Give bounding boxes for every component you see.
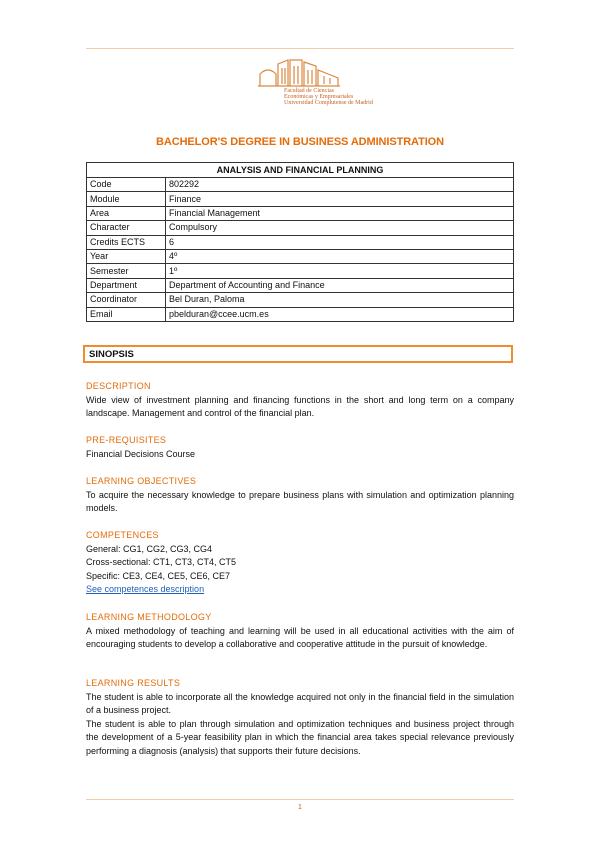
- table-row: [87, 178, 514, 192]
- description-section: [86, 380, 514, 421]
- table-row: [87, 264, 514, 278]
- sinopsis-label: SINOPSIS: [89, 349, 134, 360]
- table-row: [87, 249, 514, 263]
- row-label: Code: [87, 178, 166, 192]
- row-label: Department: [87, 278, 166, 292]
- row-value: Department of Accounting and Finance: [166, 278, 514, 292]
- row-value: Compulsory: [166, 221, 514, 235]
- table-row: [87, 206, 514, 220]
- competences-general: General: CG1, CG2, CG3, CG4: [86, 543, 213, 554]
- row-label: Character: [87, 221, 166, 235]
- faculty-logo: [258, 56, 373, 110]
- row-label: Area: [87, 206, 166, 220]
- table-row: [87, 293, 514, 307]
- competences-section: [86, 529, 514, 597]
- logo-line-1: Facultad de Ciencias: [284, 88, 334, 94]
- logo-line-3: Universidad Complutense de Madrid: [284, 100, 373, 106]
- row-value: 802292: [166, 178, 514, 192]
- objectives-heading: LEARNING OBJECTIVES: [86, 476, 197, 486]
- objectives-text: To acquire the necessary knowledge to prepare business plans with simulation and optimization planning models.: [86, 489, 514, 513]
- results-section: [86, 677, 514, 758]
- row-value: 1º: [166, 264, 514, 278]
- row-value: 6: [166, 235, 514, 249]
- methodology-text: A mixed methodology of teaching and learning will be used in all educational activities with the aim of encouraging students to develop a collaborative and cooperative attitude in the pursuit of knowledge.: [86, 625, 514, 649]
- results-heading: LEARNING RESULTS: [86, 678, 181, 688]
- sinopsis-box: [83, 345, 513, 363]
- competences-specific: Specific: CE3, CE4, CE5, CE6, CE7: [86, 570, 231, 581]
- competences-cross: Cross-sectional: CT1, CT3, CT4, CT5: [86, 557, 237, 567]
- logo-line-2: Económicas y Empresariales: [284, 94, 354, 100]
- bottom-rule: [86, 799, 514, 800]
- course-info-table: [86, 162, 514, 322]
- prerequisites-text: Financial Decisions Course: [86, 448, 196, 459]
- table-row: [87, 235, 514, 249]
- row-value: Financial Management: [166, 206, 514, 220]
- competences-link[interactable]: See competences description: [86, 584, 205, 594]
- description-text: Wide view of investment planning and financing functions in the short and long term on a company landscape. Management and control of the financial plan.: [86, 394, 514, 418]
- row-label: Coordinator: [87, 293, 166, 307]
- description-heading: DESCRIPTION: [86, 381, 151, 391]
- prerequisites-section: [86, 434, 514, 461]
- row-label: Module: [87, 192, 166, 206]
- row-value: Bel Duran, Paloma: [166, 293, 514, 307]
- methodology-section: [86, 611, 514, 652]
- row-value: 4º: [166, 249, 514, 263]
- logo-text: [284, 88, 373, 106]
- degree-title: BACHELOR'S DEGREE IN BUSINESS ADMINISTRATION: [156, 136, 444, 148]
- methodology-heading: LEARNING METHODOLOGY: [86, 612, 212, 622]
- table-row: [87, 278, 514, 292]
- competences-heading: COMPETENCES: [86, 530, 159, 540]
- results-text-1: The student is able to incorporate all the knowledge acquired not only in the financial field in the simulation of a business project.: [86, 691, 514, 715]
- results-text-2: The student is able to plan through simulation and optimization techniques and business project through the development of a 5-year feasibility plan in which the financial area takes special relevance previously performing a diagnosis (analysis) that supports their future decisions.: [86, 718, 514, 756]
- row-label: Year: [87, 249, 166, 263]
- row-value: pbelduran@ccee.ucm.es: [166, 307, 514, 321]
- course-title: ANALYSIS AND FINANCIAL PLANNING: [87, 163, 514, 178]
- table-row: [87, 192, 514, 206]
- table-row: [87, 307, 514, 321]
- row-value: Finance: [166, 192, 514, 206]
- row-label: Email: [87, 307, 166, 321]
- row-label: Semester: [87, 264, 166, 278]
- top-rule: [86, 48, 514, 49]
- row-label: Credits ECTS: [87, 235, 166, 249]
- objectives-section: [86, 475, 514, 516]
- prerequisites-heading: PRE-REQUISITES: [86, 435, 167, 445]
- page-number: 1: [298, 804, 302, 811]
- table-row: [87, 221, 514, 235]
